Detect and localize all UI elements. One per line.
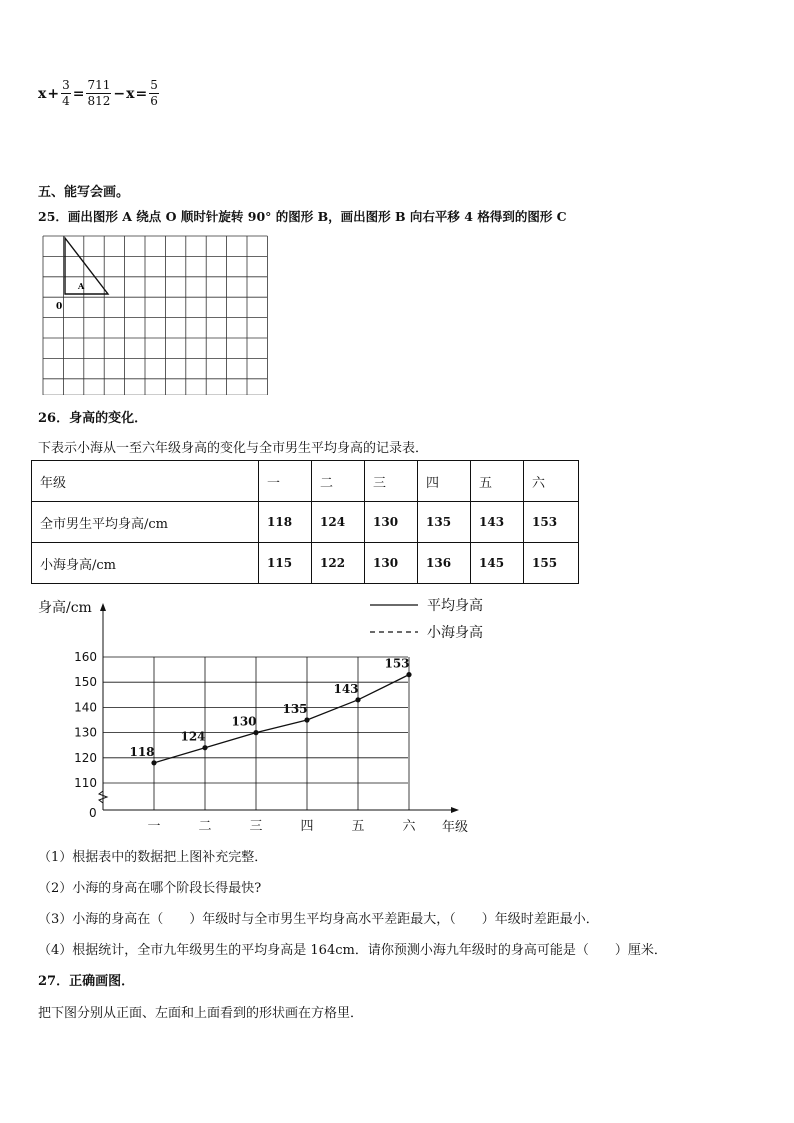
data-label: 124 (180, 729, 206, 744)
table-cell: 115 (259, 543, 312, 584)
q26-question-2: （2）小海的身高在哪个阶段长得最快? (38, 881, 262, 896)
q26-title: 26．身高的变化． (38, 411, 148, 426)
table-cell: 一 (259, 461, 312, 502)
data-label: 153 (384, 656, 410, 671)
table-cell: 小海身高/cm (32, 543, 259, 584)
fraction-711-812 (86, 78, 111, 109)
table-cell: 145 (471, 543, 524, 584)
table-cell: 六 (524, 461, 579, 502)
frac1-num: 3 (62, 78, 70, 92)
q26-question-1: （1）根据表中的数据把上图补充完整． (38, 850, 268, 865)
x-tick-label: 六 (402, 819, 416, 834)
table-cell: 三 (365, 461, 418, 502)
table-cell: 118 (259, 502, 312, 543)
data-label: 135 (282, 702, 308, 716)
frac3-den: 6 (150, 94, 158, 108)
x-axis-arrow (451, 807, 459, 813)
fraction-5-6 (149, 78, 159, 109)
legend-label: 小海身高 (427, 625, 483, 641)
table-cell: 124 (312, 502, 365, 543)
y-tick-label: 120 (74, 750, 97, 765)
table-cell: 136 (418, 543, 471, 584)
table-cell: 135 (418, 502, 471, 543)
height-table (31, 460, 579, 584)
table-row (32, 543, 579, 584)
height-line-chart (30, 593, 500, 838)
data-label: 130 (231, 714, 257, 729)
table-cell: 153 (524, 502, 579, 543)
table-cell: 122 (312, 543, 365, 584)
table-cell: 130 (365, 543, 418, 584)
data-point (304, 717, 309, 722)
table-cell: 155 (524, 543, 579, 584)
x-tick-label: 三 (249, 819, 263, 834)
q27-title: 27．正确画图． (38, 974, 135, 989)
eq-minus: − (113, 85, 126, 102)
eq-equals-1: = (72, 85, 85, 102)
frac2-num: 711 (87, 78, 111, 92)
data-point (355, 697, 360, 702)
data-point (253, 730, 258, 735)
eq-x1: x (38, 85, 47, 102)
frac2-den: 812 (87, 94, 111, 108)
table-row (32, 461, 579, 502)
frac1-den: 4 (62, 94, 70, 108)
y-axis-arrow (100, 603, 106, 611)
q25-text: 25．画出图形 A 绕点 O 顺时针旋转 90° 的图形 B，画出图形 B 向右平移 4 格得到的图形 C (38, 209, 567, 224)
series-line (154, 675, 409, 763)
q25-grid (38, 233, 270, 395)
eq-x2: x (126, 85, 135, 102)
table-cell: 四 (418, 461, 471, 502)
table-cell: 全市男生平均身高/cm (32, 502, 259, 543)
table-cell: 年级 (32, 461, 259, 502)
data-point (406, 672, 411, 677)
x-axis-label: 年级 (442, 820, 469, 835)
q26-intro: 下表示小海从一至六年级身高的变化与全市男生平均身高的记录表． (38, 441, 429, 456)
table-cell: 130 (365, 502, 418, 543)
q26-question-3: （3）小海的身高在（ ）年级时与全市男生平均身高水平差距最大，（ ）年级时差距最小． (38, 912, 599, 927)
data-point (202, 745, 207, 750)
y-tick-label: 130 (74, 725, 97, 740)
origin-label: 0 (89, 806, 97, 820)
x-tick-label: 五 (351, 819, 365, 834)
q27-text: 把下图分别从正面、左面和上面看到的形状画在方格里． (38, 1006, 364, 1021)
data-label: 143 (333, 681, 359, 696)
eq-equals-2: = (135, 85, 148, 102)
label-a: A (78, 281, 85, 291)
x-tick-label: 一 (147, 819, 161, 834)
section-title: 五、能写会画。 (38, 185, 130, 200)
table-cell: 二 (312, 461, 365, 502)
data-label: 118 (129, 744, 155, 759)
triangle-a (65, 238, 108, 294)
frac3-num: 5 (150, 78, 158, 92)
data-point (151, 760, 156, 765)
equation (38, 78, 160, 109)
x-tick-label: 二 (198, 819, 212, 834)
y-tick-label: 150 (74, 675, 97, 690)
y-axis-label: 身高/cm (38, 600, 92, 616)
table-cell: 五 (471, 461, 524, 502)
y-tick-label: 110 (74, 776, 97, 790)
legend-label: 平均身高 (427, 598, 483, 614)
table-row (32, 502, 579, 543)
eq-plus: + (47, 85, 60, 102)
y-tick-label: 140 (74, 700, 97, 715)
y-tick-label: 160 (74, 650, 97, 664)
label-o: 0 (56, 302, 63, 312)
table-cell: 143 (471, 502, 524, 543)
q26-question-4: （4）根据统计，全市九年级男生的平均身高是 164cm．请你预测小海九年级时的身高可能是（ ）厘米． (38, 943, 667, 958)
x-tick-label: 四 (300, 819, 314, 834)
fraction-3-4 (61, 78, 71, 109)
